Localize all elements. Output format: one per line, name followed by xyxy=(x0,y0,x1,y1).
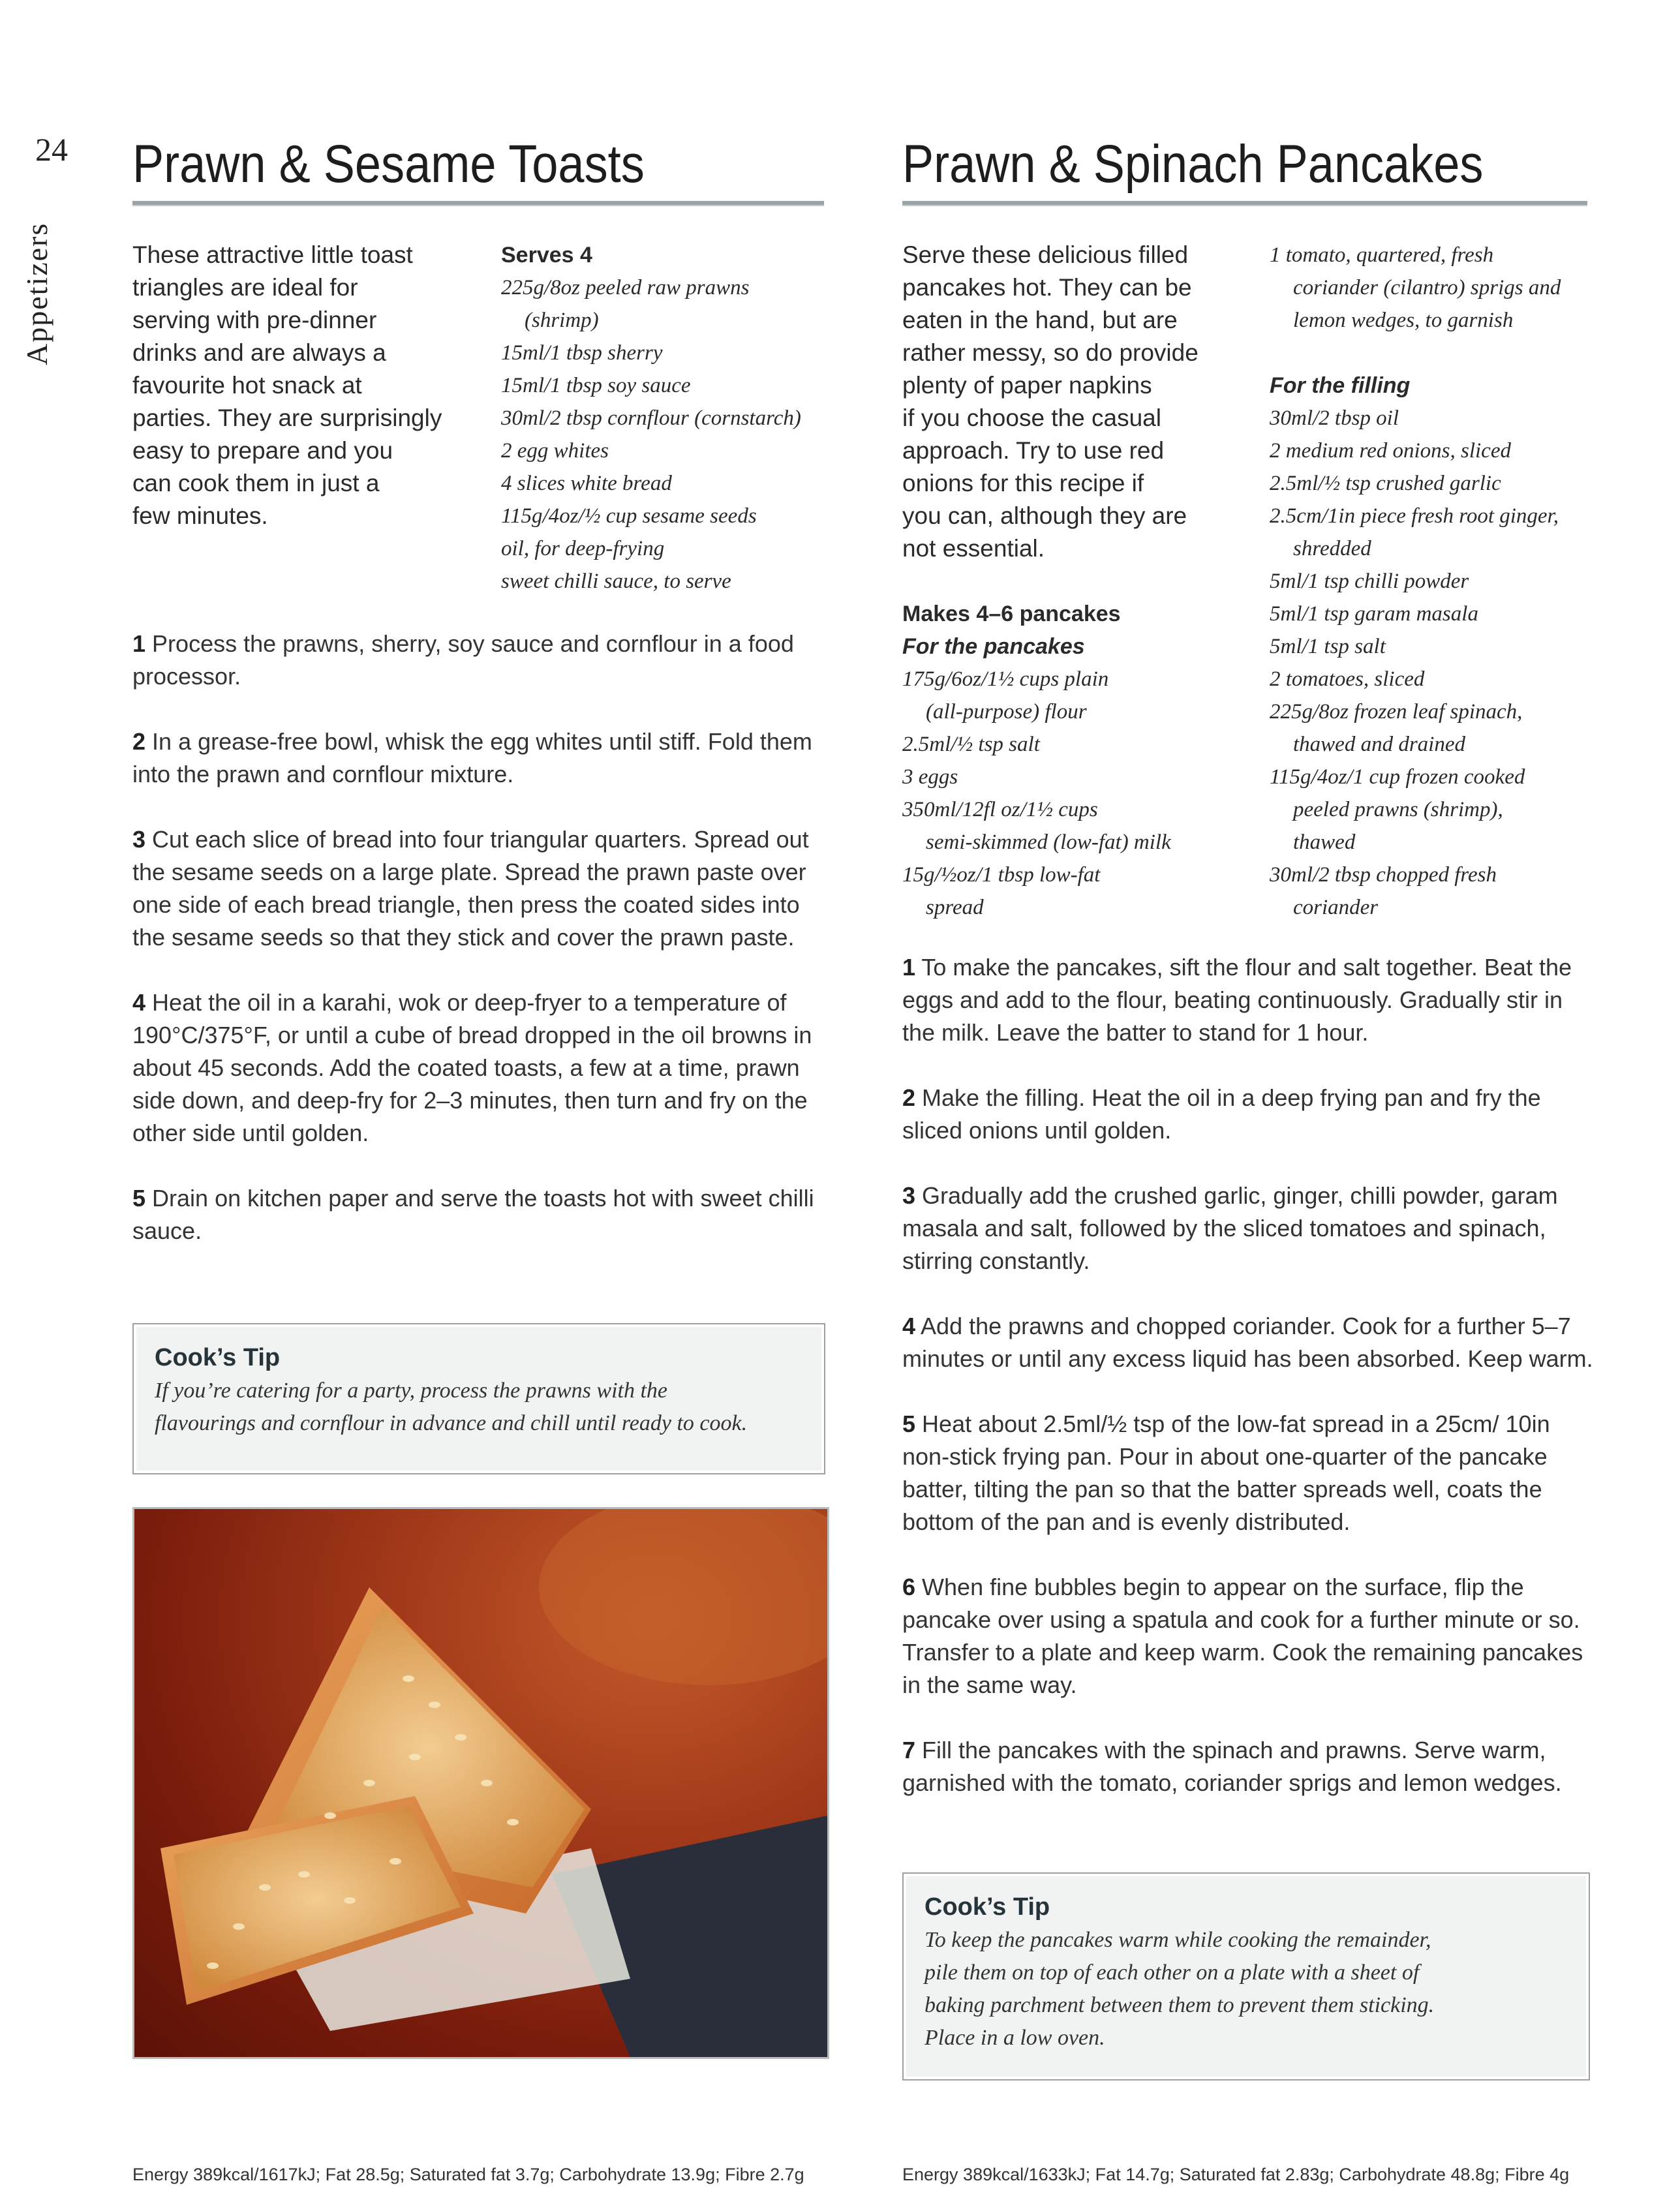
page-number: 24 xyxy=(35,131,68,168)
right-makes: Makes 4–6 pancakes xyxy=(902,602,1121,626)
prawn-toasts-photo xyxy=(132,1507,829,2059)
intro-line: easy to prepare and you xyxy=(132,437,393,464)
intro-line: parties. They are surprisingly xyxy=(132,404,442,431)
intro-line: can cook them in just a xyxy=(132,470,380,496)
ingredient-line: 2 tomatoes, sliced xyxy=(1270,667,1425,691)
step-text: Cut each slice of bread into four triangular quarters. Spread out the sesame seeds on a large plate. Spread the prawn paste over one side of each bread triangle, then press the coated sides into the sesame seeds so that they stick and cover the prawn paste. xyxy=(132,826,809,951)
ingredient-line: 2.5ml/½ tsp crushed garlic xyxy=(1270,472,1501,495)
ingredient-line: 225g/8oz frozen leaf spinach, xyxy=(1270,700,1523,724)
intro-line: These attractive little toast xyxy=(132,241,413,268)
method-step xyxy=(902,951,1594,1049)
ingredient-line: 30ml/2 tbsp chopped fresh xyxy=(1270,863,1497,887)
left-ingredients xyxy=(501,239,840,598)
right-recipe-title: Prawn & Spinach Pancakes xyxy=(902,134,1484,194)
method-step xyxy=(902,1310,1594,1375)
step-text: Gradually add the crushed garlic, ginger, chilli powder, garam masala and salt, followed by the sliced tomatoes and spinach, stirring constantly. xyxy=(902,1182,1558,1274)
right-intro xyxy=(902,239,1242,565)
tip-line: To keep the pancakes warm while cooking the remainder, xyxy=(924,1928,1431,1952)
ingredient-line: 2 medium red onions, sliced xyxy=(1270,439,1511,463)
intro-line: eaten in the hand, but are xyxy=(902,307,1178,333)
intro-line: drinks and are always a xyxy=(132,339,386,366)
right-method xyxy=(902,951,1594,1832)
right-garnish xyxy=(1270,239,1596,337)
right-filling-ingredients xyxy=(1270,369,1596,924)
ingredient-line: 5ml/1 tsp garam masala xyxy=(1270,602,1478,626)
intro-line: you can, although they are xyxy=(902,502,1187,529)
ingredient-line: sweet chilli sauce, to serve xyxy=(501,570,731,593)
ingredient-line: 5ml/1 tsp chilli powder xyxy=(1270,570,1469,593)
method-step xyxy=(902,1734,1594,1799)
intro-line: onions for this recipe if xyxy=(902,470,1144,496)
right-tip-text xyxy=(924,1924,1568,2054)
step-number: 1 xyxy=(902,954,916,981)
ingredient-line: 15g/½oz/1 tbsp low-fat xyxy=(902,863,1101,887)
intro-line: rather messy, so do provide xyxy=(902,339,1199,366)
left-title-rule xyxy=(132,201,824,206)
step-number: 5 xyxy=(902,1410,916,1437)
intro-line: few minutes. xyxy=(132,502,268,529)
step-number: 5 xyxy=(132,1185,146,1212)
ingredient-line: oil, for deep-frying xyxy=(501,537,665,560)
ingredient-line: 225g/8oz peeled raw prawns xyxy=(501,276,750,299)
ingredient-line: semi-skimmed (low-fat) milk xyxy=(926,831,1171,854)
left-serves: Serves 4 xyxy=(501,243,592,267)
intro-line: pancakes hot. They can be xyxy=(902,274,1192,301)
step-number: 4 xyxy=(902,1313,916,1339)
ingredient-line: (all-purpose) flour xyxy=(926,700,1087,724)
ingredient-line: 2 egg whites xyxy=(501,439,609,463)
ingredient-line: peeled prawns (shrimp), xyxy=(1293,798,1503,821)
method-step xyxy=(132,628,824,693)
step-number: 2 xyxy=(132,728,146,755)
tip-line: baking parchment between them to prevent them sticking. xyxy=(924,1993,1435,2017)
section-label: Appetizers xyxy=(20,222,53,365)
ingredient-line: thawed xyxy=(1293,831,1356,854)
ingredient-line: spread xyxy=(926,896,984,919)
ingredient-line: 30ml/2 tbsp oil xyxy=(1270,406,1399,430)
right-pancake-ingredients xyxy=(902,598,1242,924)
intro-line: if you choose the casual xyxy=(902,404,1161,431)
ingredient-line: (shrimp) xyxy=(525,309,599,332)
right-tip-title: Cook’s Tip xyxy=(924,1893,1050,1921)
step-number: 3 xyxy=(132,826,146,853)
garnish-line: lemon wedges, to garnish xyxy=(1293,309,1514,332)
step-text: Make the filling. Heat the oil in a deep frying pan and fry the sliced onions until golden. xyxy=(902,1084,1541,1144)
left-intro xyxy=(132,239,472,532)
step-number: 6 xyxy=(902,1574,916,1600)
step-number: 2 xyxy=(902,1084,916,1111)
method-step xyxy=(902,1082,1594,1147)
ingredient-line: 15ml/1 tbsp soy sauce xyxy=(501,374,691,397)
ingredient-line: 4 slices white bread xyxy=(501,472,672,495)
tip-line: pile them on top of each other on a plate with a sheet of xyxy=(924,1960,1420,1985)
ingredient-line: 2.5cm/1in piece fresh root ginger, xyxy=(1270,504,1559,528)
right-cooks-tip xyxy=(902,1872,1590,2081)
step-number: 4 xyxy=(132,989,146,1016)
ingredient-line: 3 eggs xyxy=(902,765,958,789)
intro-line: Serve these delicious filled xyxy=(902,241,1189,268)
ingredient-line: 350ml/12fl oz/1½ cups xyxy=(902,798,1098,821)
ingredient-line: shredded xyxy=(1293,537,1371,560)
intro-line: triangles are ideal for xyxy=(132,274,358,301)
ingredient-line: 115g/4oz/½ cup sesame seeds xyxy=(501,504,757,528)
ingredient-line: 175g/6oz/1½ cups plain xyxy=(902,667,1109,691)
intro-line: not essential. xyxy=(902,535,1045,562)
right-filling-heading: For the filling xyxy=(1270,373,1411,398)
intro-line: plenty of paper napkins xyxy=(902,372,1152,399)
step-number: 7 xyxy=(902,1737,916,1763)
tip-line: If you’re catering for a party, process the prawns with the xyxy=(155,1379,668,1403)
tip-line: flavourings and cornflour in advance and chill until ready to cook. xyxy=(155,1411,748,1435)
left-recipe-title: Prawn & Sesame Toasts xyxy=(132,134,645,194)
left-tip-text xyxy=(155,1375,803,1440)
step-number: 3 xyxy=(902,1182,916,1209)
left-cooks-tip xyxy=(132,1323,825,1474)
intro-line: approach. Try to use red xyxy=(902,437,1165,464)
step-text: Add the prawns and chopped coriander. Cook for a further 5–7 minutes or until any excess liquid has been absorbed. Keep warm. xyxy=(902,1313,1593,1372)
method-step xyxy=(902,1180,1594,1277)
method-step xyxy=(132,823,824,954)
step-text: To make the pancakes, sift the flour and salt together. Beat the eggs and add to the flour, beating continuously. Gradually stir in the milk. Leave the batter to stand for 1 hour. xyxy=(902,954,1572,1046)
ingredient-line: 30ml/2 tbsp cornflour (cornstarch) xyxy=(501,406,801,430)
step-text: Fill the pancakes with the spinach and prawns. Serve warm, garnished with the tomato, coriander sprigs and lemon wedges. xyxy=(902,1737,1562,1796)
left-nutrition: Energy 389kcal/1617kJ; Fat 28.5g; Saturated fat 3.7g; Carbohydrate 13.9g; Fibre 2.7g xyxy=(132,2165,804,2184)
ingredient-line: coriander xyxy=(1293,896,1379,919)
step-number: 1 xyxy=(132,630,146,657)
ingredient-line: thawed and drained xyxy=(1293,733,1465,756)
step-text: When fine bubbles begin to appear on the surface, flip the pancake over using a spatula and cook for a further minute or so. Transfer to a plate and keep warm. Cook the remaining pancakes in the same way. xyxy=(902,1574,1583,1698)
method-step xyxy=(132,1182,824,1247)
left-tip-title: Cook’s Tip xyxy=(155,1344,281,1371)
intro-line: favourite hot snack at xyxy=(132,372,362,399)
step-text: Drain on kitchen paper and serve the toasts hot with sweet chilli sauce. xyxy=(132,1185,814,1244)
ingredient-line: 15ml/1 tbsp sherry xyxy=(501,341,663,365)
step-text: Heat about 2.5ml/½ tsp of the low-fat spread in a 25cm/ 10in non-stick frying pan. Pour in about one-quarter of the pancake batter, tilting the pan so that the batter spreads well, coats the bottom of the pan and is evenly distributed. xyxy=(902,1410,1550,1535)
method-step xyxy=(902,1571,1594,1701)
right-nutrition: Energy 389kcal/1633kJ; Fat 14.7g; Saturated fat 2.83g; Carbohydrate 48.8g; Fibre 4g xyxy=(902,2165,1570,2184)
ingredient-line: 115g/4oz/1 cup frozen cooked xyxy=(1270,765,1525,789)
left-method xyxy=(132,628,824,1280)
ingredient-line: 2.5ml/½ tsp salt xyxy=(902,733,1040,756)
ingredient-line: 5ml/1 tsp salt xyxy=(1270,635,1386,658)
step-text: In a grease-free bowl, whisk the egg whites until stiff. Fold them into the prawn and cornflour mixture. xyxy=(132,728,812,787)
tip-line: Place in a low oven. xyxy=(924,2026,1105,2050)
garnish-line: 1 tomato, quartered, fresh xyxy=(1270,243,1494,267)
method-step xyxy=(902,1408,1594,1538)
method-step xyxy=(132,986,824,1150)
step-text: Process the prawns, sherry, soy sauce and cornflour in a food processor. xyxy=(132,630,794,690)
intro-line: serving with pre-dinner xyxy=(132,307,377,333)
right-pancakes-heading: For the pancakes xyxy=(902,634,1085,659)
garnish-line: coriander (cilantro) sprigs and xyxy=(1293,276,1561,299)
right-title-rule xyxy=(902,201,1587,206)
step-text: Heat the oil in a karahi, wok or deep-fryer to a temperature of 190°C/375°F, or until a cube of bread dropped in the oil browns in about 45 seconds. Add the coated toasts, a few at a time, prawn side down, and deep-fry for 2–3 minutes, then turn and fry on the other side until golden. xyxy=(132,989,812,1146)
method-step xyxy=(132,725,824,791)
